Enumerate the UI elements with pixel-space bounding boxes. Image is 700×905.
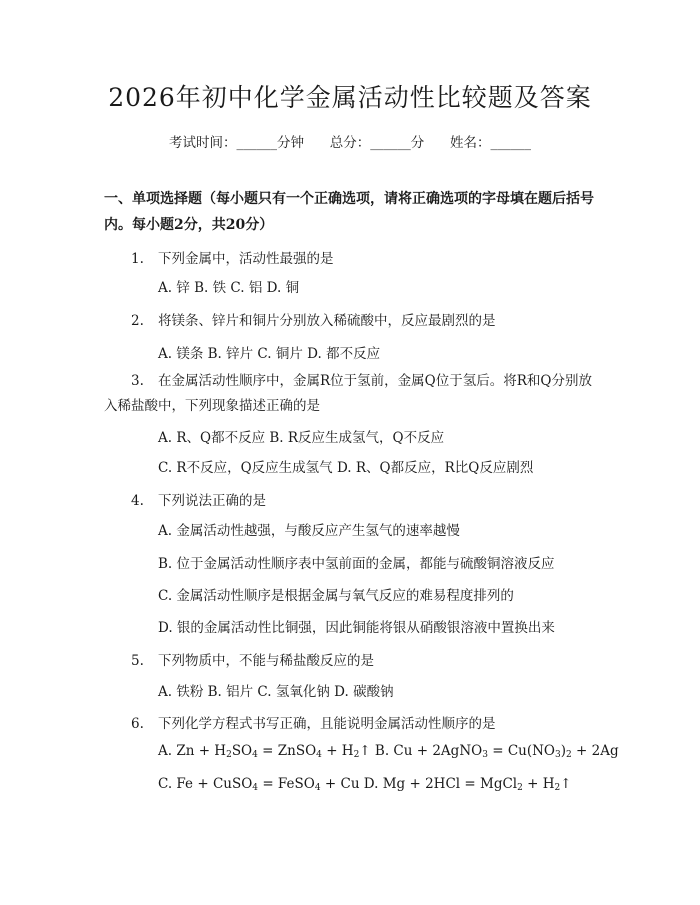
question-4-option-c: C. 金属活动性顺序是根据金属与氧气反应的难易程度排列的 (158, 588, 514, 604)
question-number: 6. (131, 716, 144, 732)
question-6 (131, 712, 496, 732)
question-5-options: A. 铁粉 B. 铝片 C. 氢氧化钠 D. 碳酸钠 (158, 684, 394, 700)
question-5 (131, 649, 374, 669)
question-3 (104, 369, 604, 419)
question-text: 下列说法正确的是 (158, 493, 266, 509)
question-4-option-d: D. 银的金属活动性比铜强，因此铜能将银从硝酸银溶液中置换出来 (158, 620, 555, 636)
question-text: 下列物质中，不能与稀盐酸反应的是 (158, 653, 374, 669)
question-4-option-b: B. 位于金属活动性顺序表中氢前面的金属，都能与硫酸铜溶液反应 (158, 556, 555, 572)
question-number: 1. (131, 251, 144, 267)
question-text: 在金属活动性顺序中，金属R位于氢前，金属Q位于氢后。将R和Q分别放入稀盐酸中，下列现象描述正确的是 (104, 373, 592, 414)
question-3-options-line-1: A. R、Q都不反应 B. R反应生成氢气，Q不反应 (158, 430, 445, 446)
question-text: 下列化学方程式书写正确，且能说明金属活动性顺序的是 (158, 716, 496, 732)
question-number: 5. (131, 653, 144, 669)
question-6-options-line-2: C. Fe + CuSO$_4$ = FeSO$_4$ + Cu D. Mg + 2HCl = MgCl$_2$ + $H_2↑$ (158, 776, 572, 793)
page-title: 2026年初中化学金属活动性比较题及答案 (108, 83, 592, 112)
section-heading: 一、单项选择题（每小题只有一个正确选项，请将正确选项的字母填在题后括号内。每小题2分，共20分） (104, 191, 594, 233)
question-3-options-line-2: C. R不反应，Q反应生成氢气 D. R、Q都反应，R比Q反应剧烈 (158, 460, 534, 476)
question-text: 将镁条、锌片和铜片分别放入稀硫酸中，反应最剧烈的是 (158, 313, 496, 329)
question-2 (131, 309, 496, 329)
question-6-options-line-1: A. $Zn + H_2SO_4$ = ZnSO$_4$ + $H_2↑$ B. Cu + 2AgNO$_3$ = $Cu(NO_3)_2 + 2Ag$ (158, 743, 619, 760)
question-4 (131, 489, 266, 509)
question-number: 3. (131, 373, 144, 389)
question-1 (131, 247, 334, 267)
exam-info-line: 考试时间：______分钟 总分：______分 姓名：______ (169, 135, 531, 151)
question-text: 下列金属中，活动性最强的是 (158, 251, 334, 267)
question-2-options: A. 镁条 B. 锌片 C. 铜片 D. 都不反应 (158, 346, 381, 362)
question-4-option-a: A. 金属活动性越强，与酸反应产生氢气的速率越慢 (158, 523, 460, 539)
question-number: 4. (131, 493, 144, 509)
question-number: 2. (131, 313, 144, 329)
question-1-options: A. 锌 B. 铁 C. 铝 D. 铜 (158, 280, 300, 296)
